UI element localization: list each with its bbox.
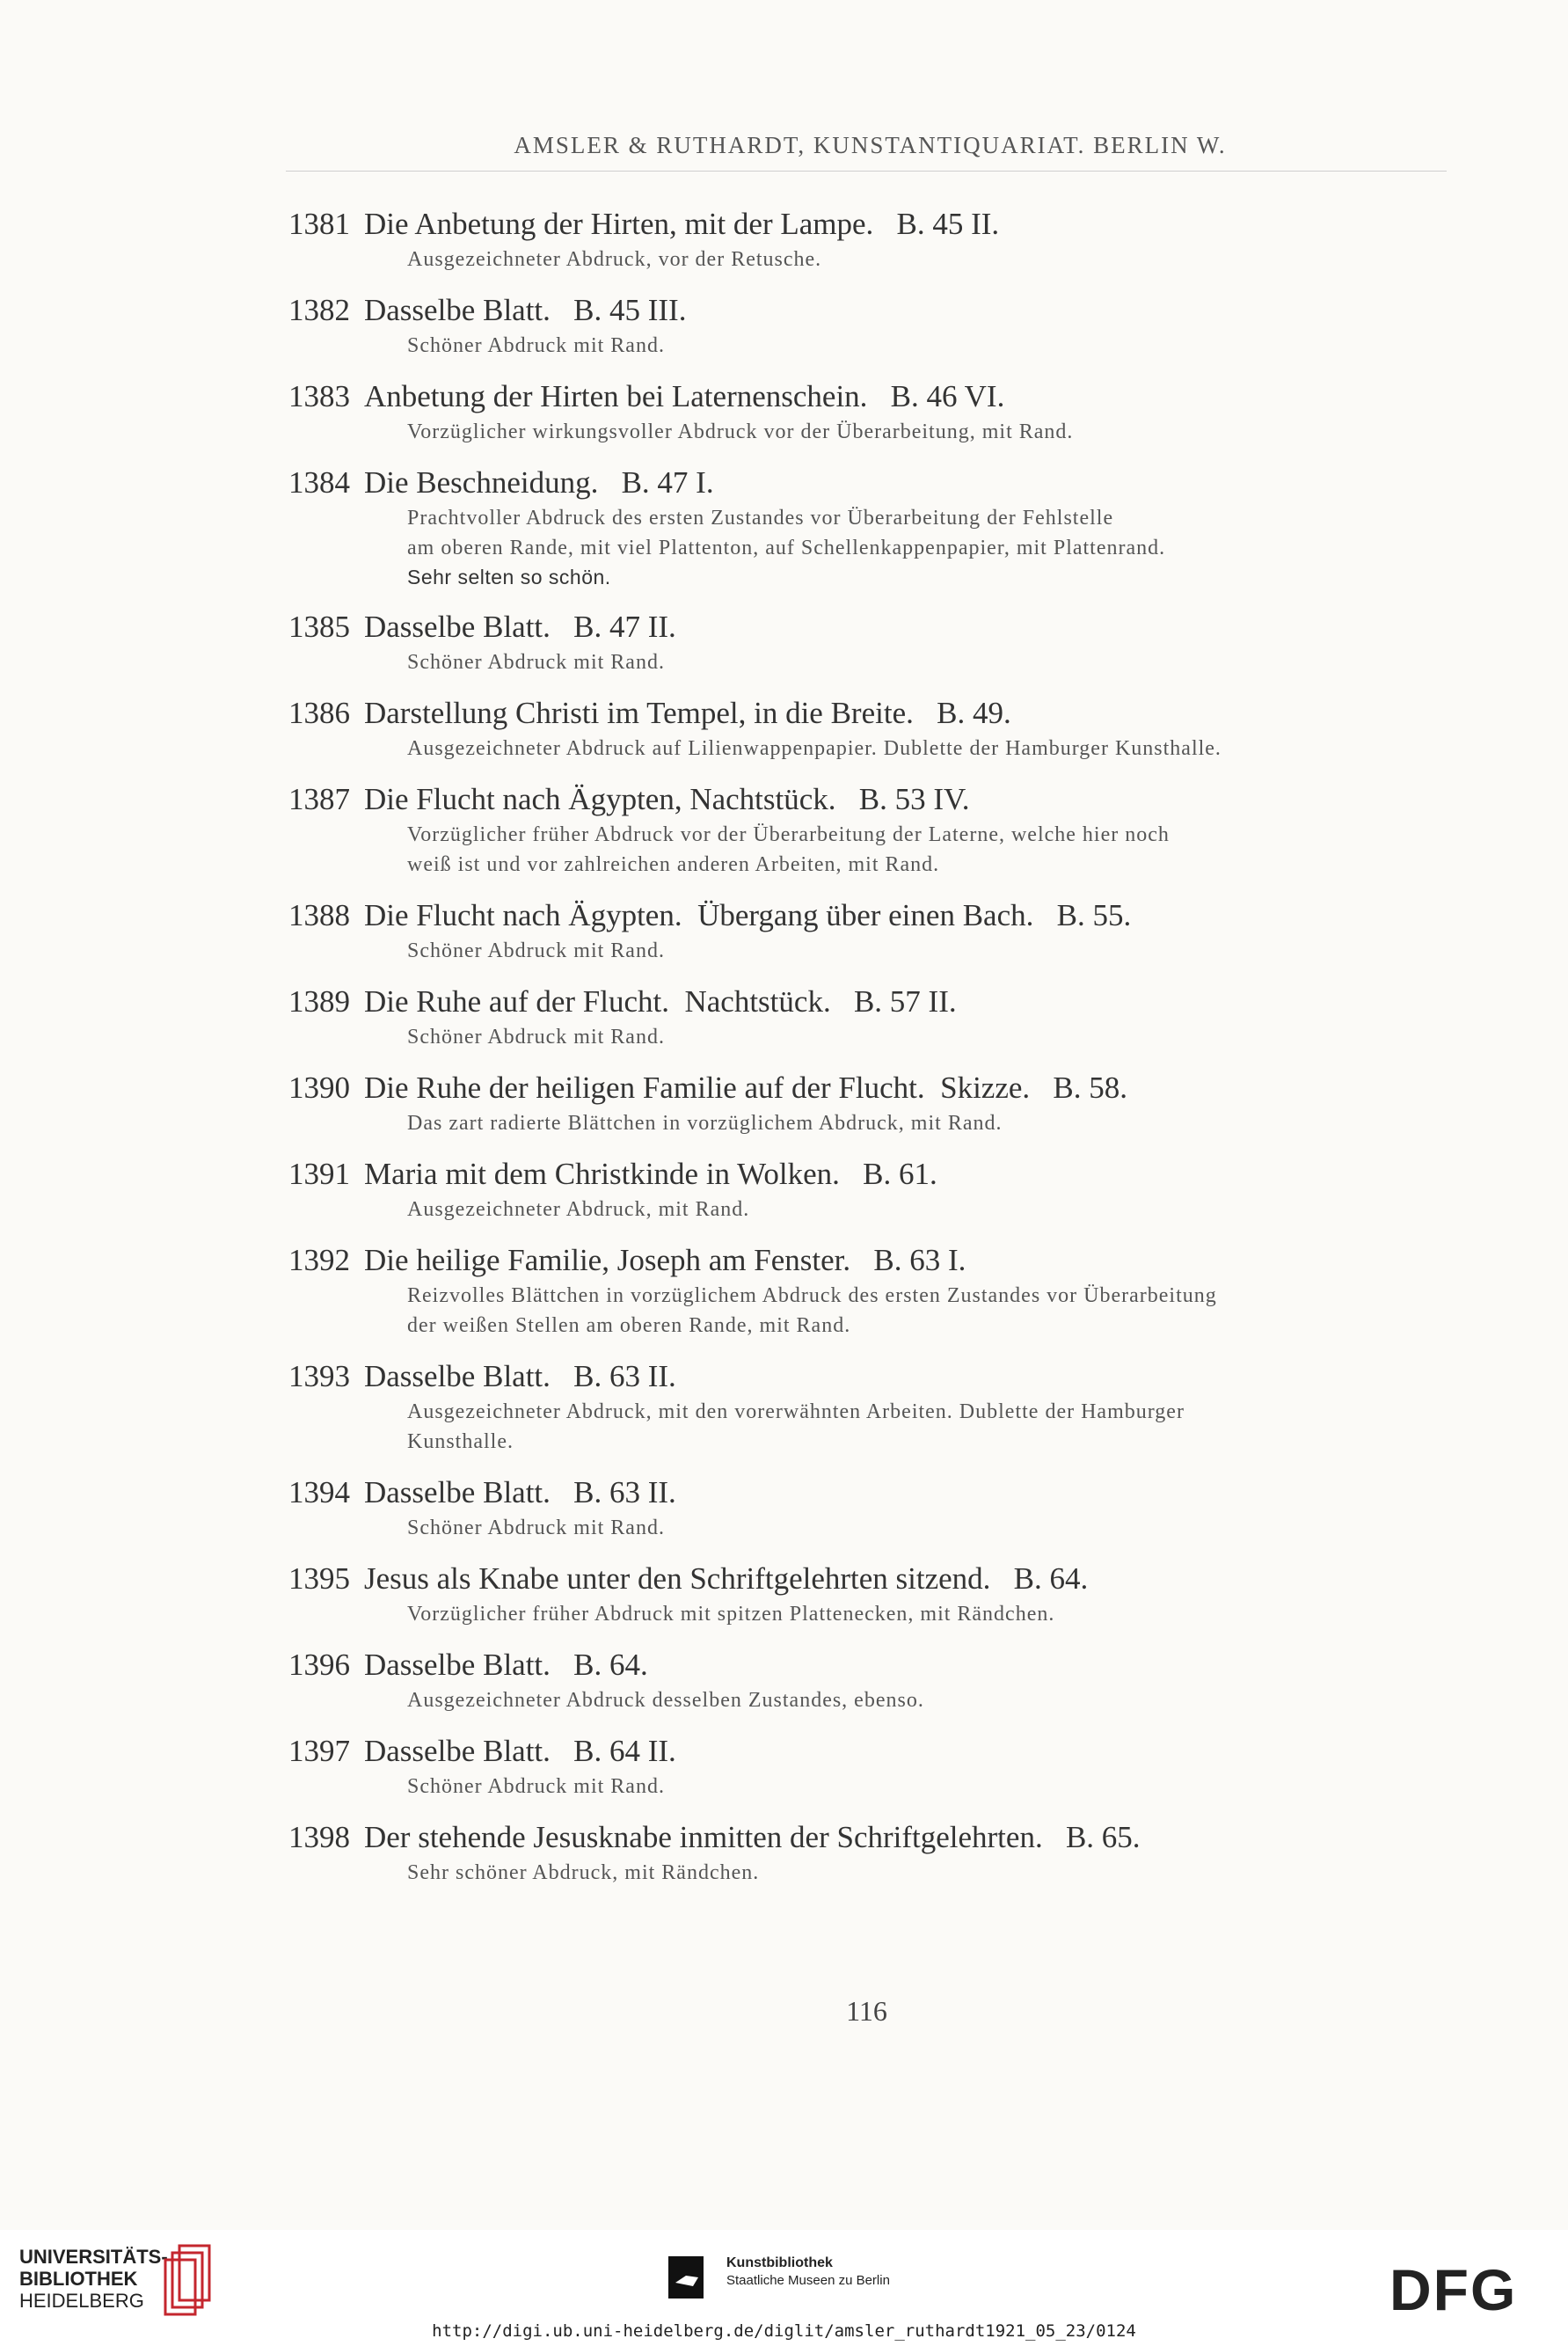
museen-label: Staatliche Museen zu Berlin bbox=[726, 2273, 890, 2288]
entry-description: Schöner Abdruck mit Rand. bbox=[407, 1775, 665, 1798]
catalog-entry bbox=[288, 1559, 1458, 1629]
entry-number: 1390 bbox=[288, 1071, 350, 1105]
entry-title-line bbox=[288, 607, 1458, 647]
catalog-entry bbox=[288, 1817, 1458, 1888]
entry-number: 1393 bbox=[288, 1359, 350, 1393]
catalog-entry bbox=[288, 1473, 1458, 1543]
entry-title: Die heilige Familie, Joseph am Fenster. B. 63 I. bbox=[364, 1243, 966, 1277]
entry-title: Dasselbe Blatt. B. 45 III. bbox=[364, 293, 687, 327]
entry-number: 1389 bbox=[288, 984, 350, 1019]
catalog-entry bbox=[288, 693, 1458, 764]
entry-title-line bbox=[288, 1731, 1458, 1772]
entry-number: 1383 bbox=[288, 379, 350, 413]
entry-title: Dasselbe Blatt. B. 47 II. bbox=[364, 610, 676, 644]
catalog-entry bbox=[288, 1068, 1458, 1138]
entry-title: Darstellung Christi im Tempel, in die Breite. B. 49. bbox=[364, 696, 1011, 730]
dfg-logo: DFG bbox=[1389, 2257, 1518, 2322]
catalog-entry bbox=[288, 1240, 1458, 1341]
entry-title-line bbox=[288, 982, 1458, 1022]
entry-title: Dasselbe Blatt. B. 63 II. bbox=[364, 1359, 676, 1393]
entry-description: Ausgezeichneter Abdruck, mit Rand. bbox=[407, 1198, 750, 1221]
entry-description: Ausgezeichneter Abdruck, vor der Retusche. bbox=[407, 248, 822, 271]
entry-number: 1391 bbox=[288, 1157, 350, 1191]
catalog-entry bbox=[288, 1356, 1458, 1457]
catalog-entry bbox=[288, 1154, 1458, 1224]
entry-title: Die Flucht nach Ägypten, Nachtstück. B. 53 IV. bbox=[364, 782, 970, 816]
entry-title: Die Anbetung der Hirten, mit der Lampe. B. 45 II. bbox=[364, 207, 1000, 241]
entry-number: 1394 bbox=[288, 1475, 350, 1509]
catalog-entry bbox=[288, 779, 1458, 880]
entry-title-line bbox=[288, 895, 1458, 936]
entry-description: Sehr schöner Abdruck, mit Rändchen. bbox=[407, 1861, 760, 1884]
library-logo-icon bbox=[164, 2242, 213, 2316]
entry-title: Dasselbe Blatt. B. 64. bbox=[364, 1648, 648, 1682]
entry-title-line bbox=[288, 1559, 1458, 1599]
entry-number: 1386 bbox=[288, 696, 350, 730]
catalog-entry bbox=[288, 1645, 1458, 1715]
catalog-entry bbox=[288, 982, 1458, 1052]
entry-title-line bbox=[288, 463, 1458, 503]
entry-title: Maria mit dem Christkinde in Wolken. B. 61. bbox=[364, 1157, 937, 1191]
entry-description: Reizvolles Blättchen in vorzüglichem Abdruck des ersten Zustandes vor Überarbeitung bbox=[407, 1284, 1217, 1307]
library-line: HEIDELBERG bbox=[19, 2290, 144, 2312]
entry-description: Kunsthalle. bbox=[407, 1430, 514, 1453]
museum-logo-icon bbox=[668, 2256, 718, 2298]
entry-description: Ausgezeichneter Abdruck auf Lilienwappenpapier. Dublette der Hamburger Kunsthalle. bbox=[407, 737, 1222, 760]
entry-description: weiß ist und vor zahlreichen anderen Arbeiten, mit Rand. bbox=[407, 853, 940, 876]
entry-description: Schöner Abdruck mit Rand. bbox=[407, 1026, 665, 1049]
entry-number: 1381 bbox=[288, 207, 350, 241]
kunstbibliothek-label: Kunstbibliothek bbox=[726, 2255, 833, 2270]
entry-description: am oberen Rande, mit viel Plattenton, auf Schellenkappenpapier, mit Plattenrand. bbox=[407, 537, 1166, 559]
entry-title: Jesus als Knabe unter den Schriftgelehrten sitzend. B. 64. bbox=[364, 1561, 1089, 1596]
source-url[interactable]: http://digi.ub.uni-heidelberg.de/diglit/amsler_ruthardt1921_05_23/0124 bbox=[432, 2321, 1136, 2341]
footer bbox=[0, 2230, 1568, 2346]
entry-number: 1387 bbox=[288, 782, 350, 816]
library-name bbox=[19, 2246, 168, 2312]
entry-description: Prachtvoller Abdruck des ersten Zustandes vor Überarbeitung der Fehlstelle bbox=[407, 507, 1114, 530]
entry-title-line bbox=[288, 376, 1458, 417]
library-line: UNIVERSITÄTS- bbox=[19, 2246, 168, 2268]
page-number bbox=[0, 1995, 1568, 2028]
header-rule bbox=[286, 171, 1447, 172]
entry-number: 1385 bbox=[288, 610, 350, 644]
entry-number: 1384 bbox=[288, 465, 350, 500]
entry-number: 1392 bbox=[288, 1243, 350, 1277]
entry-description: Das zart radierte Blättchen in vorzüglichem Abdruck, mit Rand. bbox=[407, 1112, 1003, 1135]
header-text: AMSLER & RUTHARDT, KUNSTANTIQUARIAT. BERLIN W. bbox=[514, 132, 1227, 158]
entry-title-line bbox=[288, 1356, 1458, 1397]
entry-title-line bbox=[288, 779, 1458, 820]
entry-title-line bbox=[288, 1068, 1458, 1108]
entry-list bbox=[288, 204, 1458, 1904]
entry-title: Der stehende Jesusknabe inmitten der Schriftgelehrten. B. 65. bbox=[364, 1820, 1141, 1854]
entry-title-line bbox=[288, 1154, 1458, 1195]
museum-name bbox=[726, 2255, 890, 2290]
entry-number: 1396 bbox=[288, 1648, 350, 1682]
library-line: BIBLIOTHEK bbox=[19, 2268, 138, 2290]
catalog-entry bbox=[288, 204, 1458, 274]
entry-number: 1397 bbox=[288, 1734, 350, 1768]
entry-number: 1388 bbox=[288, 898, 350, 932]
entry-description: Vorzüglicher früher Abdruck vor der Überarbeitung der Laterne, welche hier noch bbox=[407, 823, 1170, 846]
page-number-text: 116 bbox=[846, 1995, 887, 2027]
entry-description: Vorzüglicher früher Abdruck mit spitzen Plattenecken, mit Rändchen. bbox=[407, 1603, 1055, 1626]
entry-title-line bbox=[288, 1645, 1458, 1685]
entry-description: Schöner Abdruck mit Rand. bbox=[407, 1516, 665, 1539]
catalog-entry bbox=[288, 290, 1458, 361]
entry-description: Schöner Abdruck mit Rand. bbox=[407, 939, 665, 962]
entry-title: Die Beschneidung. B. 47 I. bbox=[364, 465, 714, 500]
catalog-entry bbox=[288, 607, 1458, 677]
entry-title: Die Ruhe auf der Flucht. Nachtstück. B. 57 II. bbox=[364, 984, 957, 1019]
entry-description: Vorzüglicher wirkungsvoller Abdruck vor der Überarbeitung, mit Rand. bbox=[407, 420, 1074, 443]
entry-description: Schöner Abdruck mit Rand. bbox=[407, 651, 665, 674]
entry-title: Dasselbe Blatt. B. 63 II. bbox=[364, 1475, 676, 1509]
entry-note: Sehr selten so schön. bbox=[407, 566, 611, 588]
entry-number: 1398 bbox=[288, 1820, 350, 1854]
catalog-entry bbox=[288, 895, 1458, 966]
entry-title-line bbox=[288, 1240, 1458, 1281]
entry-title: Die Flucht nach Ägypten. Übergang über einen Bach. B. 55. bbox=[364, 898, 1132, 932]
entry-title: Die Ruhe der heiligen Familie auf der Flucht. Skizze. B. 58. bbox=[364, 1071, 1127, 1105]
entry-title-line bbox=[288, 1473, 1458, 1513]
entry-description: der weißen Stellen am oberen Rande, mit Rand. bbox=[407, 1314, 851, 1337]
catalog-entry bbox=[288, 376, 1458, 447]
entry-number: 1395 bbox=[288, 1561, 350, 1596]
entry-title-line bbox=[288, 204, 1458, 245]
catalog-entry bbox=[288, 463, 1458, 591]
entry-description: Ausgezeichneter Abdruck, mit den vorerwähnten Arbeiten. Dublette der Hamburger bbox=[407, 1400, 1185, 1423]
entry-title-line bbox=[288, 693, 1458, 734]
running-header bbox=[0, 132, 1568, 159]
entry-title-line bbox=[288, 1817, 1458, 1858]
entry-title-line bbox=[288, 290, 1458, 331]
catalog-entry bbox=[288, 1731, 1458, 1802]
entry-title: Dasselbe Blatt. B. 64 II. bbox=[364, 1734, 676, 1768]
entry-description: Ausgezeichneter Abdruck desselben Zustandes, ebenso. bbox=[407, 1689, 924, 1712]
entry-description: Schöner Abdruck mit Rand. bbox=[407, 334, 665, 357]
entry-number: 1382 bbox=[288, 293, 350, 327]
entry-title: Anbetung der Hirten bei Laternenschein. B. 46 VI. bbox=[364, 379, 1005, 413]
